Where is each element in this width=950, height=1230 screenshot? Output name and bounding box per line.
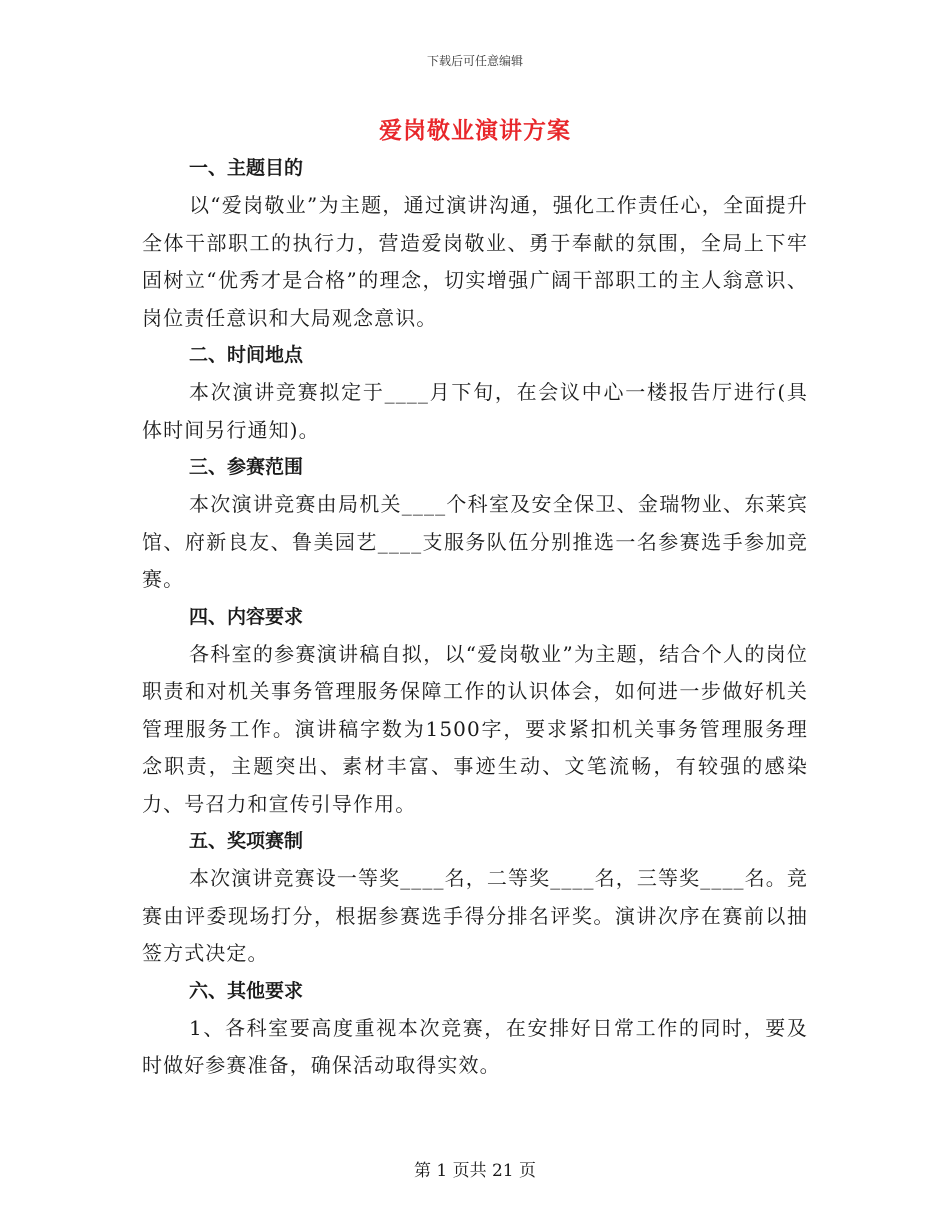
section-heading: 四、内容要求 (189, 605, 304, 628)
section-paragraph: 本次演讲竞赛拟定于____月下旬，在会议中心一楼报告厅进行(具体时间另行通知)。 (142, 380, 808, 442)
section-heading: 一、主题目的 (189, 157, 304, 179)
section-heading: 三、参赛范围 (189, 456, 304, 478)
section-5 (142, 823, 808, 973)
section-heading: 五、奖项赛制 (189, 830, 304, 852)
section-heading: 二、时间地点 (189, 344, 304, 366)
section-paragraph: 本次演讲竞赛设一等奖____名，二等奖____名，三等奖____名。竞赛由评委现场打分，根据参赛选手得分排名评奖。演讲次序在赛前以抽签方式决定。 (142, 866, 808, 965)
header-note: 下载后可任意编辑 (426, 54, 523, 68)
section-4 (142, 599, 808, 824)
section-3 (142, 449, 808, 599)
section-paragraph: 1、各科室要高度重视本次竞赛，在安排好日常工作的同时，要及时做好参赛准备，确保活动取得实效。 (142, 1015, 808, 1077)
section-1 (142, 150, 808, 337)
section-2 (142, 337, 808, 449)
document-body (142, 150, 808, 1085)
page-number-footer: 第 1 页共 21 页 (413, 1161, 537, 1181)
document-title: 爱岗敬业演讲方案 (379, 117, 571, 144)
section-heading: 六、其他要求 (189, 979, 304, 1002)
section-paragraph: 以“爱岗敬业”为主题，通过演讲沟通，强化工作责任心，全面提升全体干部职工的执行力，营造爱岗敬业、勇于奉献的氛围，全局上下牢固树立“优秀才是合格”的理念，切实增强广阔干部职工的主人翁意识、岗位责任意识和大局观念意识。 (142, 193, 808, 330)
section-paragraph: 本次演讲竞赛由局机关____个科室及安全保卫、金瑞物业、东莱宾馆、府新良友、鲁美园艺____支服务队伍分别推选一名参赛选手参加竞赛。 (142, 492, 808, 591)
section-6 (142, 973, 808, 1085)
section-paragraph: 各科室的参赛演讲稿自拟，以“爱岗敬业”为主题，结合个人的岗位职责和对机关事务管理服务保障工作的认识体会，如何进一步做好机关管理服务工作。演讲稿字数为1500字，要求紧扣机关事务管理服务理念职责，主题突出、素材丰富、事迹生动、文笔流畅，有较强的感染力、号召力和宣传引导作用。 (142, 641, 808, 816)
